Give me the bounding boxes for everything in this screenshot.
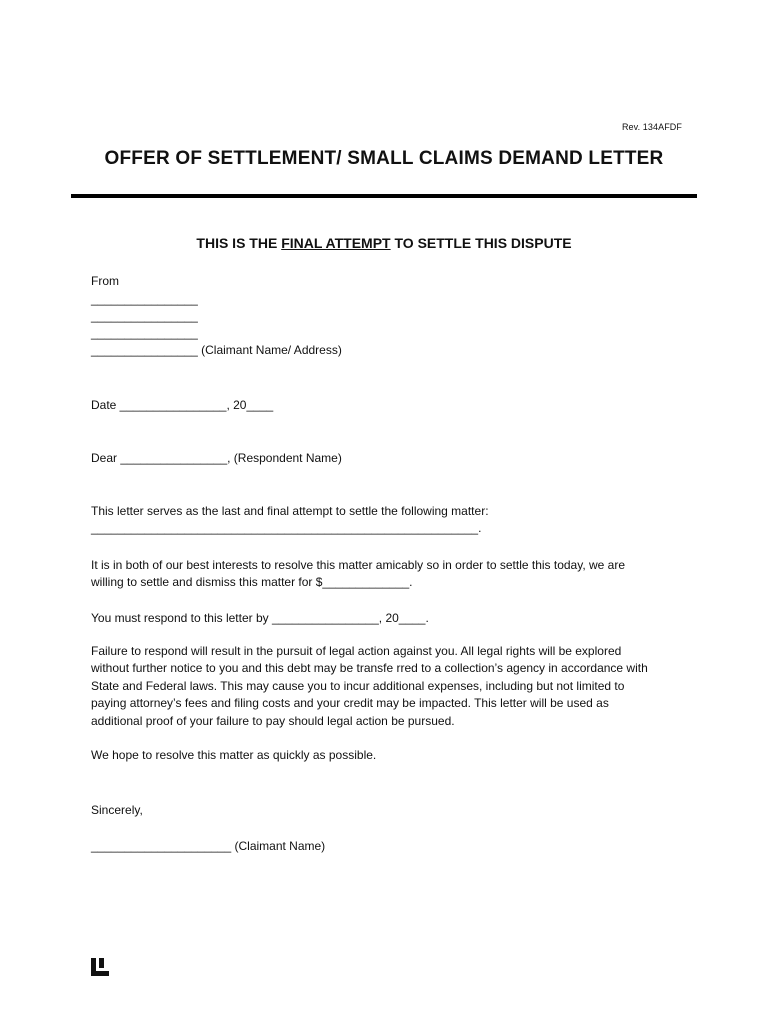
subtitle-final-attempt: FINAL ATTEMPT [281,235,391,251]
signature-line: _____________________ (Claimant Name) [91,839,326,853]
respond-line: You must respond to this letter by ________________, 20____. [91,611,429,625]
document-subtitle [0,235,768,251]
subtitle-after: TO SETTLE THIS DISPUTE [390,235,572,251]
legal-templates-logo-icon [90,957,110,977]
from-line-claimant: ________________ (Claimant Name/ Address) [91,343,342,357]
closing: Sincerely, [91,803,143,817]
matter-intro: This letter serves as the last and final attempt to settle the following matter: [91,504,489,518]
matter-blank: __________________________________________________________. [91,521,482,535]
title-divider [71,194,697,198]
failure-paragraph: Failure to respond will result in the pursuit of legal action against you. All legal rights will be explored without further notice to you and this debt may be transfe rred to a collection’s agency in accordance with State and Federal laws. This may cause you to incur additional expenses, including but not limited to paying attorney’s fees and filing costs and your credit may be impacted. This letter will be used as additional proof of your failure to pay should legal action be pursued. [91,644,648,728]
date-line: Date ________________, 20____ [91,398,274,412]
from-line-1: ________________ [91,292,198,306]
document-title: OFFER OF SETTLEMENT/ SMALL CLAIMS DEMAND LETTER [104,148,664,169]
from-line-3: ________________ [91,326,198,340]
revision-code: Rev. 134AFDF [621,122,682,132]
hope-line: We hope to resolve this matter as quickly as possible. [91,748,377,762]
from-label: From [91,274,119,288]
settle-paragraph: It is in both of our best interests to resolve this matter amicably so in order to settle this today, we are willing to settle and dismiss this matter for $_____________. [91,558,626,590]
from-line-2: ________________ [91,309,198,323]
dear-line: Dear ________________, (Respondent Name) [91,451,342,465]
subtitle-before: THIS IS THE [196,235,282,251]
